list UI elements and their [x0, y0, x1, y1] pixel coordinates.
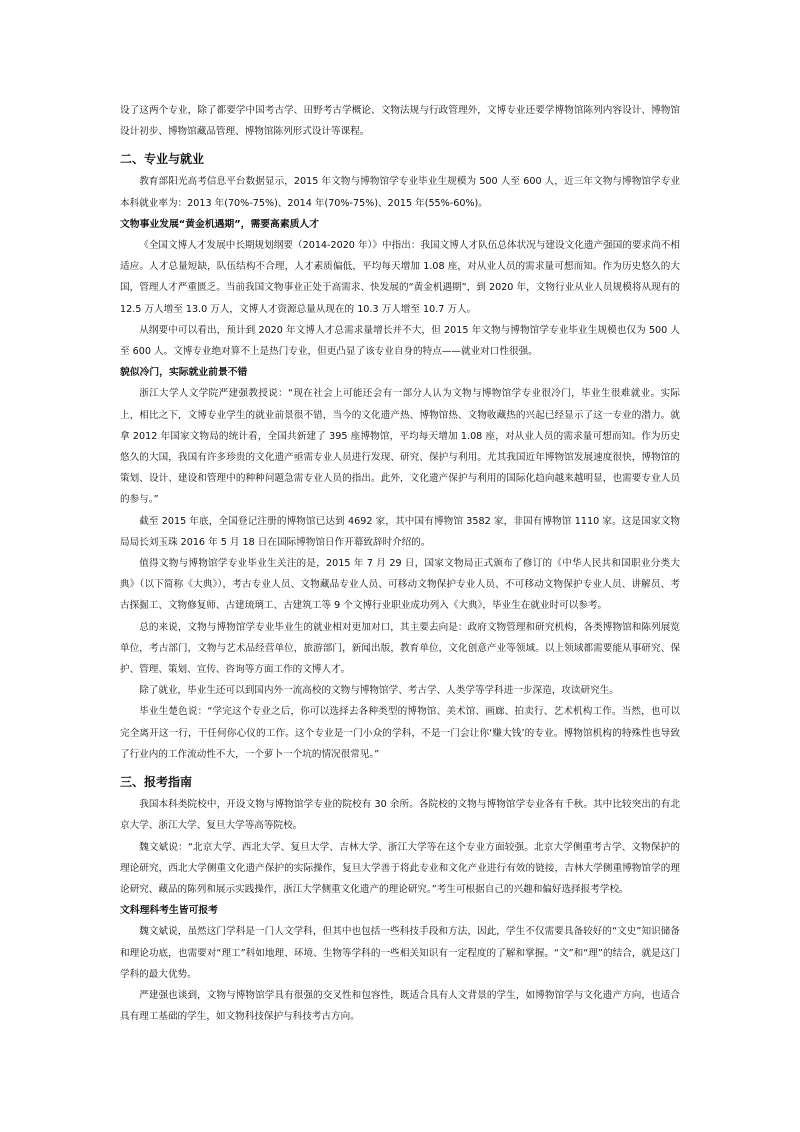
paragraph-universities: 我国本科类院校中，开设文物与博物馆学专业的院校有 30 余所。各院校的文物与博物馆学专业各有千秋。其中比较突出的有北京大学、浙江大学、复旦大学等高等院校。 — [120, 799, 680, 832]
paragraph-suitable-students: 严建强也谈到，文物与博物馆学具有很强的交叉性和包容性，既适合具有人文背景的学生，如博物馆学与文化遗产方向，也适合具有理工基础的学生，如文物科技保护与科技考古方向。 — [120, 989, 680, 1023]
paragraph-university-strengths: 魏文斌说：“北京大学、西北大学、复旦大学、吉林大学、浙江大学等在这个专业方面较强。北京大学侧重考古学、文物保护的理论研究，西北大学侧重文化遗产保护的实际操作，复旦大学善于将此专业和文化产业进行有效的链接，吉林大学侧重博物馆学的理论研究、藏品的陈列和展示实践操作，浙江大学侧重文化遗产的理论研究。”考生可根据自己的兴趣和偏好选择报考学校。 — [120, 841, 680, 895]
subheading-golden-opportunity: 文物事业发展“黄金机遇期”，需要高素质人才 — [120, 218, 320, 230]
section-heading-application-guide: 三、报考指南 — [120, 775, 193, 790]
paragraph-further-study: 除了就业，毕业生还可以到国内外一流高校的文物与博物馆学、考古学、人类学等学科进一步深造，攻读研究生。 — [139, 685, 619, 697]
subheading-arts-and-science: 文科理科考生皆可报考 — [120, 905, 218, 917]
section-heading-major-and-employment: 二、专业与就业 — [120, 152, 205, 167]
paragraph-employment-rate: 教育部阳光高考信息平台数据显示，2015 年文物与博物馆学专业毕业生规模为 500 人至 600 人，近三年文物与博物馆学专业本科就业率为：2013 年(70%-75%)、2014 年(70%-75%)、2015 年(55%-60%)。 — [120, 176, 680, 209]
paragraph-talent-plan: 《全国文博人才发展中长期规划纲要（2014-2020 年）》中指出：我国文博人才队伍总体状况与建设文化遗产强国的要求尚不相适应。人才总量短缺，队伍结构不合理，人才素质偏低，平均每天增加 1.08 座，对从业人员的需求量可想而知。作为历史悠久的大国，管理人才严重匮乏。当前我国文物事业正处于高需求、快发展的“黄金机遇期”，到 2020 年，文物行业从业人员规模将从现有的 12.5 万人增至 13.0 万人，文博人才资源总量从现在的 10.3 万人增至 10.7 万人。 — [120, 240, 680, 315]
paragraph-museum-count: 截至 2015 年底，全国登记注册的博物馆已达到 4692 家，其中国有博物馆 3582 家，非国有博物馆 1110 家。这是国家文物局局长刘玉珠 2016 年 5 月 18 日在国际博物馆日作开幕致辞时介绍的。 — [120, 515, 680, 548]
paragraph-professor-quote: 浙江大学人文学院严建强教授说：“现在社会上可能还会有一部分人认为文物与博物馆学专业很冷门，毕业生很难就业。实际上，相比之下，文博专业学生的就业前景很不错，当今的文化遗产热、博物馆热、文物收藏热的兴起已经显示了这一专业的潜力。就拿 2012 年国家文物局的统计看，全国共新建了 395 座博物馆，平均每天增加 1.08 座，对从业人员的需求量可想而知。作为历史悠久的大国，我国有许多珍贵的文化遗产亟需专业人员进行发现、研究、保护与利用。尤其我国近年博物馆发展速度很快，博物馆的策划、设计、建设和管理中的种种问题急需专业人员的指出。此外，文化遗产保护与利用的国际化趋向越来越明显，也需要专业人员的参与。” — [120, 388, 680, 506]
paragraph-occupation-catalog: 值得文物与博物馆学专业毕业生关注的是，2015 年 7 月 29 日，国家文物局正式颁布了修订的《中华人民共和国职业分类大典》（以下简称《大典》），考古专业人员、文物藏品专业人员、可移动文物保护专业人员、不可移动文物保护专业人员、讲解员、考古探掘工、文物修复师、古建琉璃工、古建筑工等 9 个文博行业职业成功列入《大典》，毕业生在就业时可以参考。 — [120, 558, 680, 612]
paragraph-talent-demand: 从纲要中可以看出，预计到 2020 年文博人才总需求量增长并不大，但 2015 年文物与博物馆学专业毕业生规模也仅为 500 人至 600 人。文博专业绝对算不上是热门专业，但更凸显了该专业自身的特点——就业对口性很强。 — [120, 324, 680, 358]
paragraph-course-list: 设了这两个专业，除了都要学中国考古学、田野考古学概论、文物法规与行政管理外，文博专业还要学博物馆陈列内容设计、博物馆设计初步、博物馆藏品管理、博物馆陈列形式设计等课程。 — [120, 105, 680, 138]
paragraph-career-paths: 总的来说，文物与博物馆学专业毕业生的就业相对更加对口，其主要去向是：政府文物管理和研究机构，各类博物馆和陈列展览单位，考古部门，文物与艺术品经营单位，旅游部门，新闻出版，教育单位，文化创意产业等领域。以上领域都需要能从事研究、保护、管理、策划、宣传、咨询等方面工作的文博人才。 — [120, 621, 680, 676]
paragraph-graduate-quote: 毕业生楚色说：“学完这个专业之后，你可以选择去各种类型的博物馆、美术馆、画廊、拍卖行、艺术机构工作。当然，也可以完全离开这一行，干任何你心仪的工作。这个专业是一门小众的学科，不是一门会让你‘赚大钱’的专业。博物馆机构的特殊性也导致了行业内的工作流动性不大，一个萝卜一个坑的情况很常见。” — [120, 706, 680, 760]
subheading-employment-prospect: 貌似冷门，实际就业前景不错 — [120, 367, 248, 379]
paragraph-interdisciplinary: 魏文斌说，虽然这门学科是一门人文学科，但其中也包括一些科技手段和方法，因此，学生不仅需要具备较好的“文史”知识储备和理论功底，也需要对“理工”科如地理、环境、生物等学科的一些相关知识有一定程度的了解和掌握。“文”和“理”的结合，就是这门学科的最大优势。 — [120, 926, 680, 980]
